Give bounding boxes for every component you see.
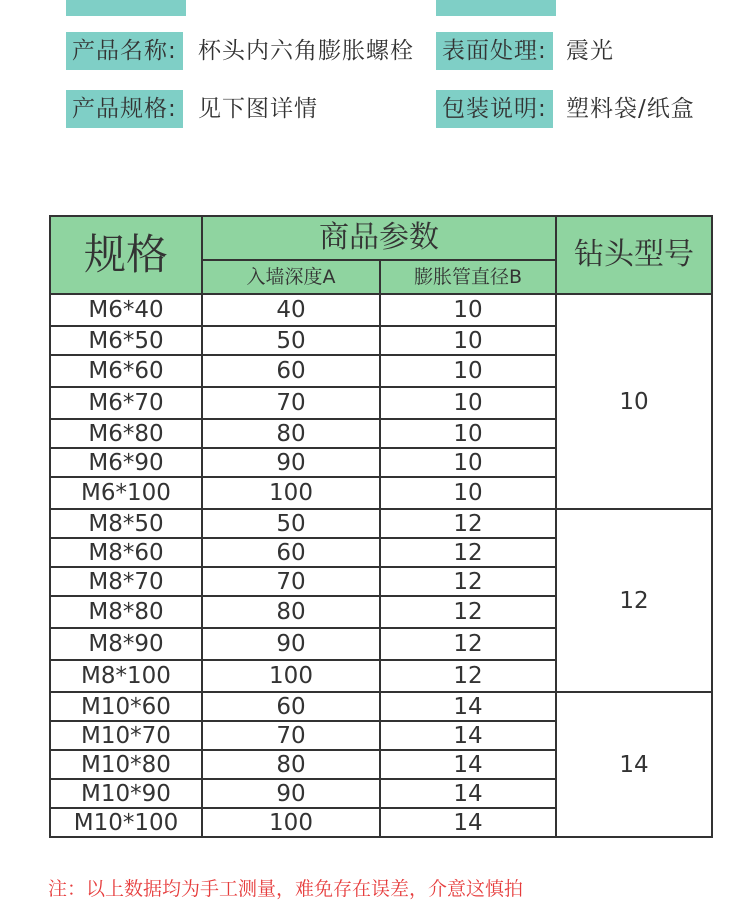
depth-cell: 90 (202, 779, 380, 808)
spec-cell: M6*90 (50, 448, 202, 477)
diameter-cell: 10 (380, 294, 556, 326)
depth-cell: 80 (202, 750, 380, 779)
spec-cell: M8*100 (50, 660, 202, 692)
diameter-cell: 14 (380, 692, 556, 721)
diameter-cell: 10 (380, 448, 556, 477)
info-label-product-name: 产品名称: (66, 32, 183, 70)
diameter-cell: 14 (380, 808, 556, 837)
spec-cell: M10*70 (50, 721, 202, 750)
spec-cell: M10*60 (50, 692, 202, 721)
info-value-product-spec: 见下图详情 (198, 96, 318, 122)
spec-cell: M8*50 (50, 509, 202, 538)
info-label-surface: 表面处理: (436, 32, 553, 70)
diameter-cell: 14 (380, 750, 556, 779)
spec-cell: M10*90 (50, 779, 202, 808)
diameter-cell: 12 (380, 509, 556, 538)
spec-cell: M8*70 (50, 567, 202, 596)
info-label-cut-2 (436, 0, 556, 16)
depth-cell: 70 (202, 721, 380, 750)
depth-cell: 100 (202, 477, 380, 509)
header-depth: 入墙深度A (202, 260, 380, 294)
spec-cell: M8*60 (50, 538, 202, 567)
spec-cell: M10*80 (50, 750, 202, 779)
diameter-cell: 10 (380, 477, 556, 509)
diameter-cell: 12 (380, 660, 556, 692)
diameter-cell: 12 (380, 538, 556, 567)
drill-cell: 12 (556, 509, 712, 692)
spec-cell: M6*40 (50, 294, 202, 326)
spec-cell: M6*60 (50, 355, 202, 387)
depth-cell: 90 (202, 448, 380, 477)
diameter-cell: 14 (380, 721, 556, 750)
depth-cell: 80 (202, 419, 380, 448)
depth-cell: 100 (202, 660, 380, 692)
depth-cell: 50 (202, 326, 380, 355)
info-value-product-name: 杯头内六角膨胀螺栓 (198, 38, 414, 64)
depth-cell: 50 (202, 509, 380, 538)
diameter-cell: 10 (380, 326, 556, 355)
diameter-cell: 12 (380, 628, 556, 660)
depth-cell: 100 (202, 808, 380, 837)
drill-cell: 10 (556, 294, 712, 509)
info-label-product-spec: 产品规格: (66, 90, 183, 128)
disclaimer-note: 注：以上数据均为手工测量，难免存在误差，介意这慎拍 (48, 878, 524, 900)
spec-cell: M6*80 (50, 419, 202, 448)
diameter-cell: 10 (380, 355, 556, 387)
spec-cell: M6*50 (50, 326, 202, 355)
spec-table (49, 215, 713, 838)
header-spec: 规格 (50, 216, 202, 294)
diameter-cell: 10 (380, 419, 556, 448)
table-row (50, 692, 712, 721)
depth-cell: 60 (202, 538, 380, 567)
depth-cell: 70 (202, 387, 380, 419)
info-value-surface: 震光 (566, 38, 614, 64)
diameter-cell: 10 (380, 387, 556, 419)
table-row (50, 509, 712, 538)
spec-cell: M6*70 (50, 387, 202, 419)
diameter-cell: 12 (380, 596, 556, 628)
diameter-cell: 14 (380, 779, 556, 808)
depth-cell: 70 (202, 567, 380, 596)
depth-cell: 60 (202, 355, 380, 387)
header-params: 商品参数 (202, 216, 556, 260)
drill-cell: 14 (556, 692, 712, 837)
header-diameter: 膨胀管直径B (380, 260, 556, 294)
spec-cell: M8*80 (50, 596, 202, 628)
spec-cell: M8*90 (50, 628, 202, 660)
header-drill: 钻头型号 (556, 216, 712, 294)
spec-cell: M10*100 (50, 808, 202, 837)
info-value-packaging: 塑料袋/纸盒 (566, 96, 695, 122)
info-label-cut-1 (66, 0, 186, 16)
diameter-cell: 12 (380, 567, 556, 596)
depth-cell: 60 (202, 692, 380, 721)
table-row (50, 294, 712, 326)
depth-cell: 80 (202, 596, 380, 628)
depth-cell: 90 (202, 628, 380, 660)
spec-cell: M6*100 (50, 477, 202, 509)
info-label-packaging: 包装说明: (436, 90, 553, 128)
depth-cell: 40 (202, 294, 380, 326)
